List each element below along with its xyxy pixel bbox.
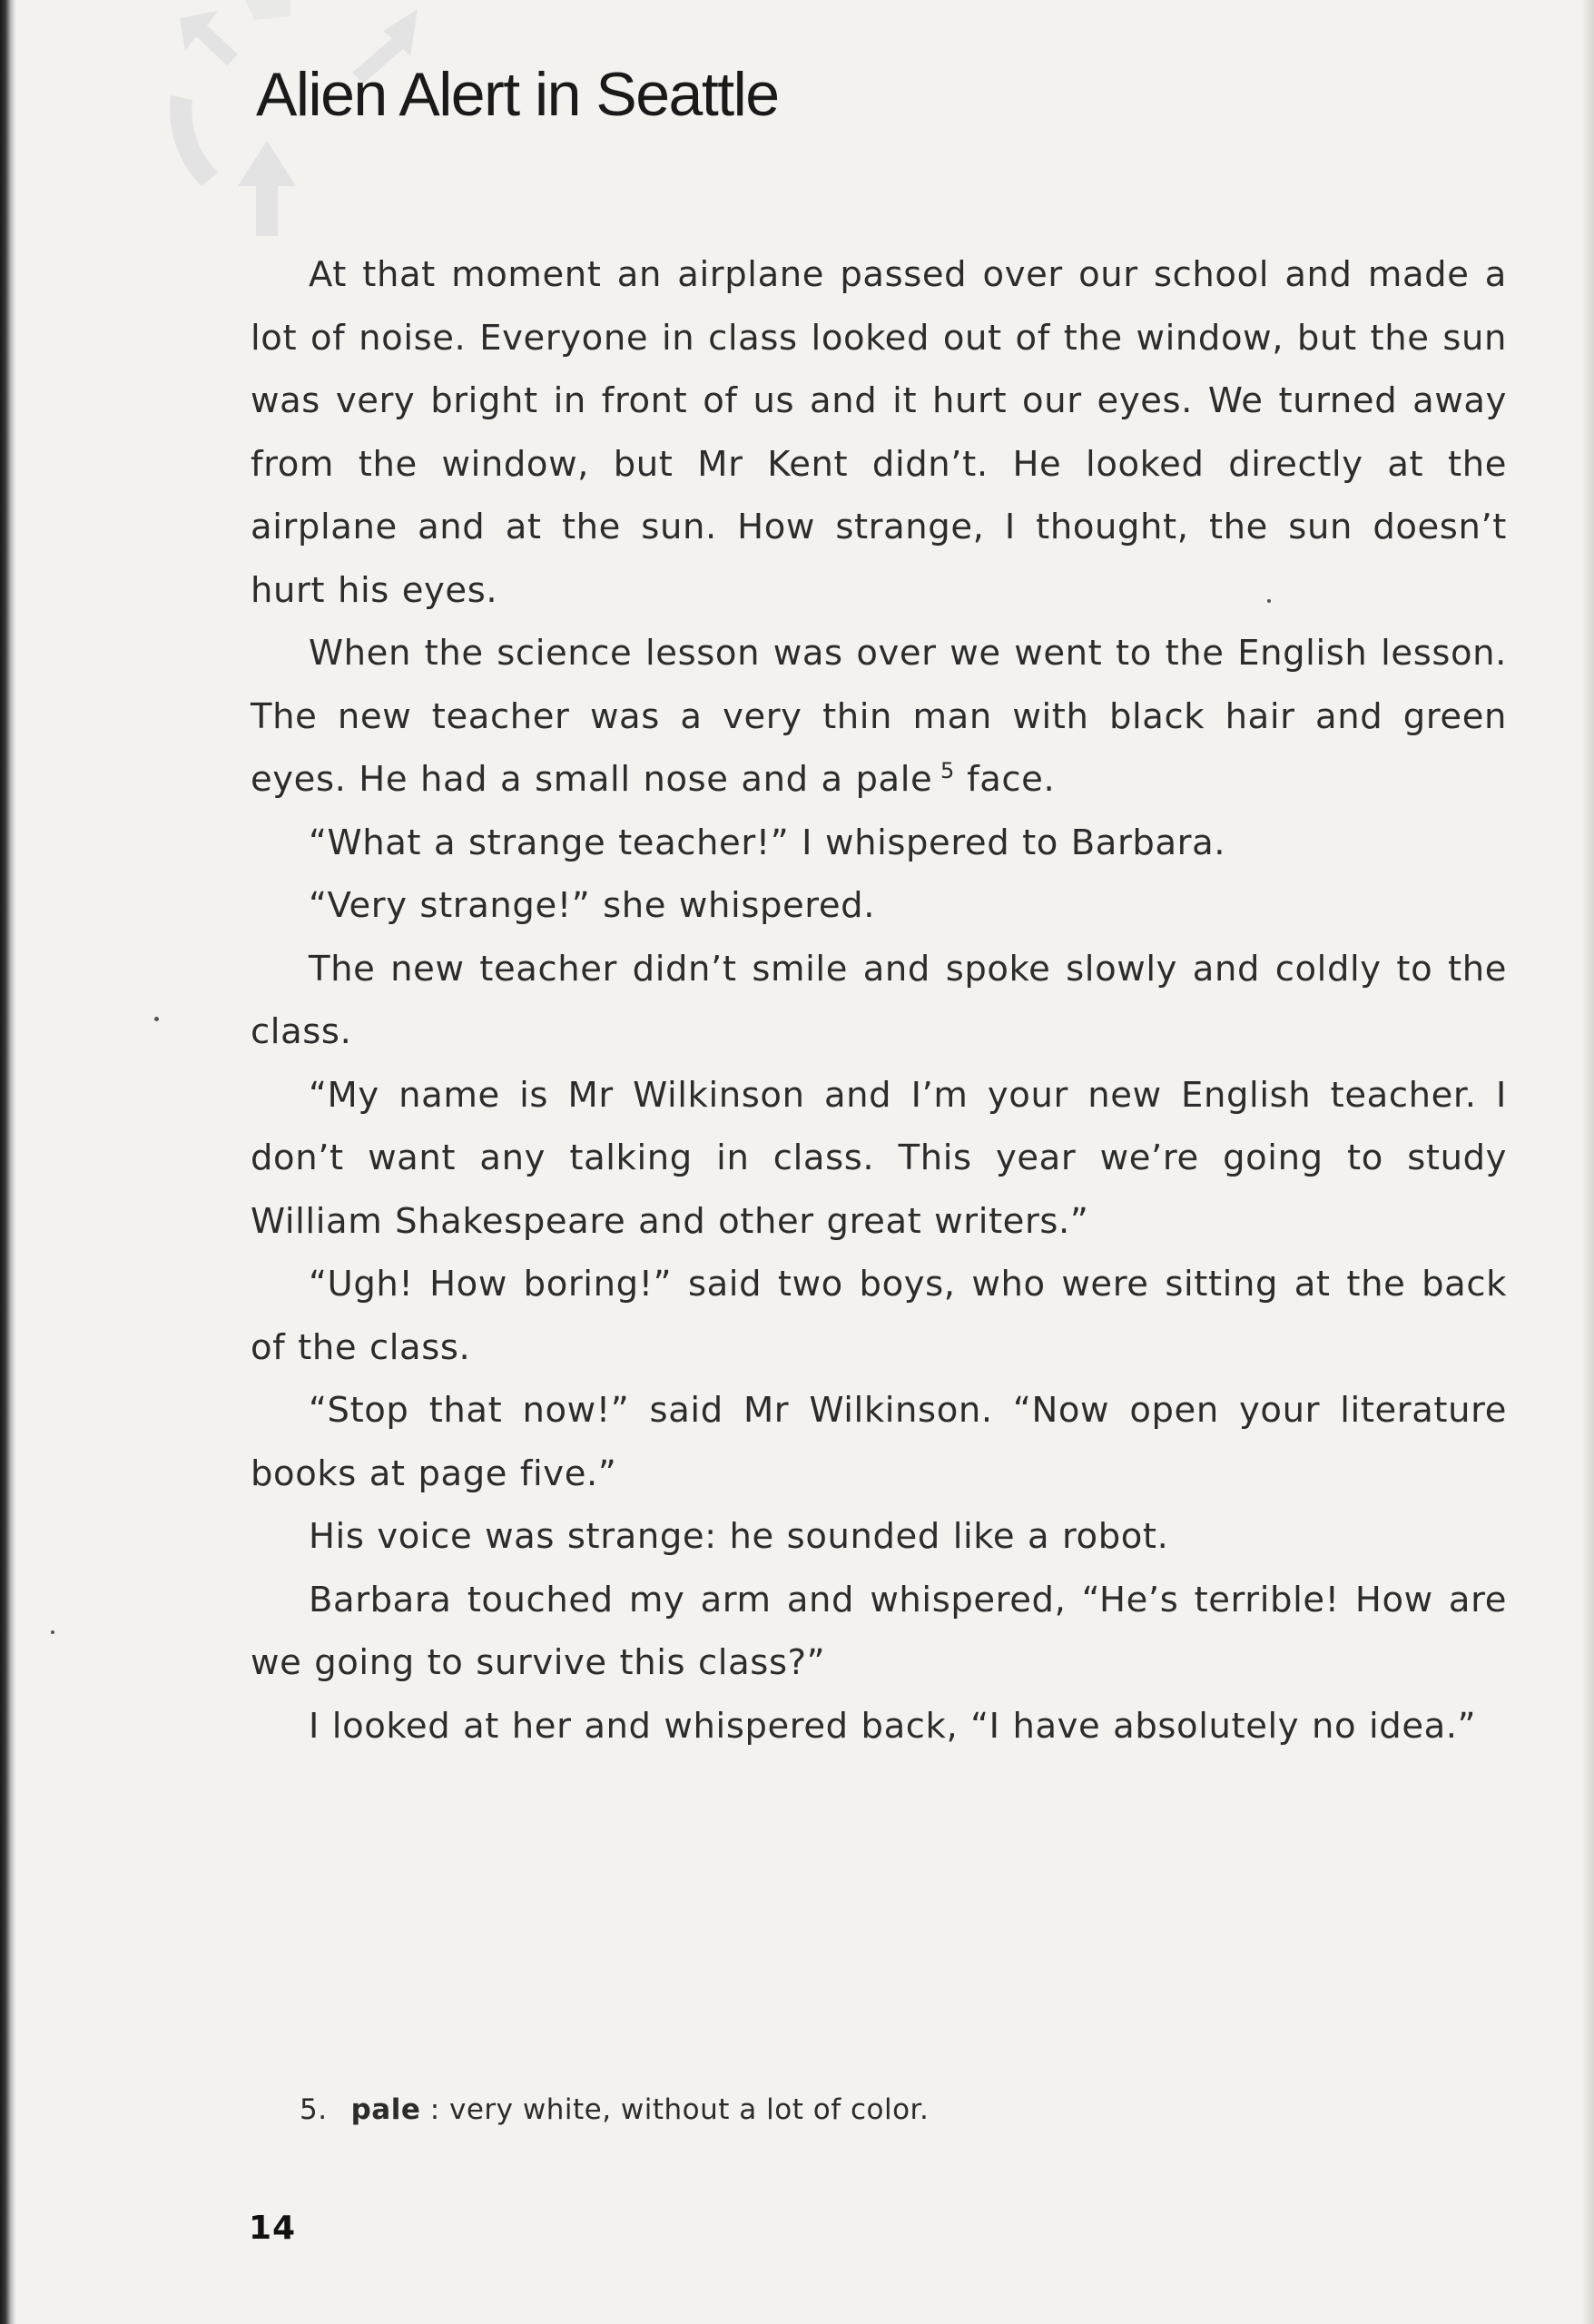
paragraph: “Ugh! How boring!” said two boys, who were sitting at the back of the class. bbox=[251, 1264, 1507, 1368]
page-right-edge bbox=[1581, 0, 1594, 2324]
paragraph bbox=[251, 622, 1507, 812]
footnote bbox=[300, 2093, 929, 2126]
footnote-number: 5. bbox=[300, 2093, 328, 2126]
story-text bbox=[251, 243, 1507, 1758]
paragraph: Barbara touched my arm and whispered, “He’s terrible! How are we going to survive this class?” bbox=[251, 1579, 1507, 1683]
paragraph: At that moment an airplane passed over our school and made a lot of noise. Everyone in class looked out of the window, but the sun was very bright in front of us and it hurt our eyes. We turned away from the window, but Mr Kent didn’t. He looked directly at the airplane and at the sun. How strange, I thought, the sun doesn’t hurt his eyes. bbox=[251, 254, 1507, 611]
paragraph: “My name is Mr Wilkinson and I’m your new English teacher. I don’t want any talking in class. This year we’re going to study William Shakespeare and other great writers.” bbox=[251, 1074, 1507, 1242]
print-speck bbox=[51, 1630, 54, 1634]
paragraph: I looked at her and whispered back, “I have absolutely no idea.” bbox=[309, 1705, 1477, 1747]
page-binding-edge bbox=[0, 0, 16, 2324]
paragraph-text-tail: face. bbox=[954, 759, 1056, 800]
paragraph: “Stop that now!” said Mr Wilkinson. “Now open your literature books at page five.” bbox=[251, 1390, 1507, 1494]
print-speck bbox=[154, 1017, 159, 1021]
page-number: 14 bbox=[249, 2210, 297, 2247]
paragraph: “Very strange!” she whispered. bbox=[309, 885, 876, 926]
paragraph-text: When the science lesson was over we went to the English lesson. The new teacher was a very thin man with black hair and green eyes. He had a small nose and a pale bbox=[251, 633, 1507, 800]
print-speck bbox=[1267, 599, 1271, 603]
footnote-term: pale bbox=[350, 2093, 421, 2126]
footnote-definition: : very white, without a lot of color. bbox=[420, 2093, 930, 2126]
paragraph: The new teacher didn’t smile and spoke slowly and coldly to the class. bbox=[251, 948, 1507, 1052]
paragraph: His voice was strange: he sounded like a robot. bbox=[309, 1516, 1169, 1557]
chapter-title: Alien Alert in Seattle bbox=[256, 60, 779, 129]
paragraph: “What a strange teacher!” I whispered to Barbara. bbox=[309, 822, 1226, 863]
footnote-marker: 5 bbox=[940, 758, 955, 783]
